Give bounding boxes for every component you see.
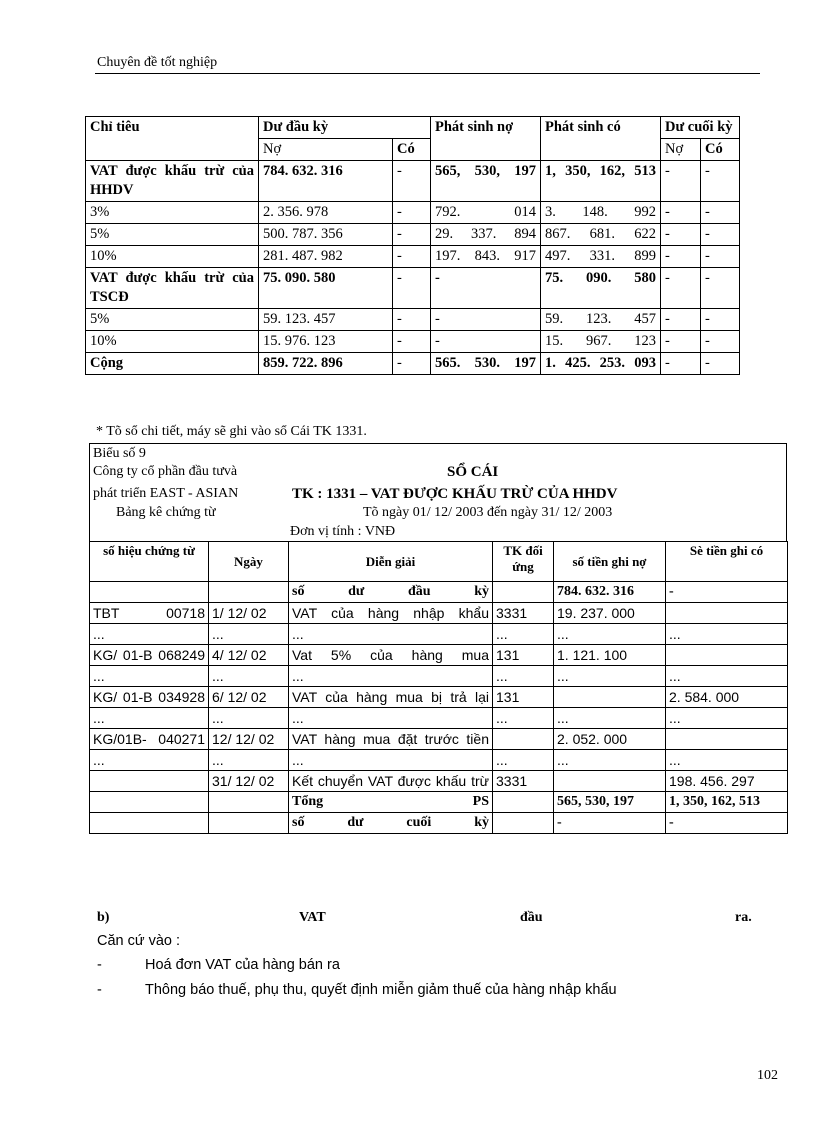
tk-doi-ung-cell: ... [493, 750, 554, 771]
ngay-cell: ... [209, 624, 289, 645]
header-so-tien-co: Sè tiền ghi có [666, 542, 788, 582]
section-b-dau: đầu [520, 910, 543, 925]
row-label: Cộng [86, 353, 259, 375]
phat-sinh-no: 565, 530, 197 [431, 161, 541, 202]
row-label: 3% [86, 202, 259, 224]
row-label: VAT được khấu trừ của HHDV [86, 161, 259, 202]
header-dien-giai: Diễn giải [289, 542, 493, 582]
dien-giai-cell: ... [289, 624, 493, 645]
so-tien-no-cell: 1. 121. 100 [554, 645, 666, 666]
so-tien-no-cell: ... [554, 708, 666, 729]
table-row [86, 331, 740, 353]
table-row [90, 666, 788, 687]
so-hieu-cell: ... [90, 708, 209, 729]
ngay-cell: 1/ 12/ 02 [209, 603, 289, 624]
dien-giai-cell: VAT của hàng mua bị trả lại [289, 687, 493, 708]
so-hieu-cell: ... [90, 666, 209, 687]
du-dau-no: 15. 976. 123 [259, 331, 393, 353]
so-tien-no-cell [554, 687, 666, 708]
so-tien-no-cell: ... [554, 624, 666, 645]
so-hieu-cell [90, 582, 209, 603]
table-row [90, 750, 788, 771]
du-dau-no: 859. 722. 896 [259, 353, 393, 375]
tk-doi-ung-cell: ... [493, 708, 554, 729]
so-hieu-cell [90, 813, 209, 834]
ledger-table [89, 541, 788, 834]
so-tien-no-cell: 784. 632. 316 [554, 582, 666, 603]
phat-sinh-co: 59. 123. 457 [541, 309, 661, 331]
du-dau-co: - [393, 309, 431, 331]
dien-giai-cell: ... [289, 750, 493, 771]
ngay-cell [209, 813, 289, 834]
tk-doi-ung-cell [493, 582, 554, 603]
du-dau-no: 75. 090. 580 [259, 268, 393, 309]
so-tien-no-cell [554, 771, 666, 792]
can-cu-text: Căn cứ vào : [97, 933, 181, 949]
so-hieu-cell [90, 771, 209, 792]
bullet-dash-1: - [97, 957, 102, 973]
header-ngay: Ngày [209, 542, 289, 582]
dien-giai-cell: VAT của hàng nhập khẩu [289, 603, 493, 624]
so-tien-co-cell: 198. 456. 297 [666, 771, 788, 792]
du-cuoi-no: - [661, 353, 701, 375]
header-title: Chuyên đề tốt nghiệp [97, 55, 218, 70]
tk-doi-ung-cell: ... [493, 624, 554, 645]
ngay-cell: ... [209, 666, 289, 687]
header-no: Nợ [259, 139, 393, 161]
so-tien-co-cell: - [666, 813, 788, 834]
row-label: 5% [86, 224, 259, 246]
so-tien-co-cell [666, 729, 788, 750]
table-row [86, 224, 740, 246]
du-cuoi-co: - [701, 161, 740, 202]
du-cuoi-co: - [701, 268, 740, 309]
du-cuoi-co: - [701, 246, 740, 268]
table-row [86, 268, 740, 309]
section-b-ra: ra. [735, 910, 752, 925]
form-number: Biểu số 9 [93, 446, 146, 461]
header-no-cuoi: Nợ [661, 139, 701, 161]
du-cuoi-no: - [661, 331, 701, 353]
so-hieu-cell [90, 792, 209, 813]
company-line-1: Công ty cổ phần đầu tưvà [93, 464, 238, 479]
phat-sinh-no: 792. 014 [431, 202, 541, 224]
row-label: 5% [86, 309, 259, 331]
header-du-cuoi-ky: Dư cuối kỳ [661, 117, 740, 139]
table-row [90, 771, 788, 792]
so-tien-no-cell: ... [554, 750, 666, 771]
header-phat-sinh-co: Phát sinh có [541, 117, 661, 161]
so-tien-no-cell: 2. 052. 000 [554, 729, 666, 750]
row-label: 10% [86, 331, 259, 353]
header-co-cuoi: Có [701, 139, 740, 161]
du-dau-no: 500. 787. 356 [259, 224, 393, 246]
ngay-cell: ... [209, 708, 289, 729]
du-cuoi-co: - [701, 353, 740, 375]
phat-sinh-no: - [431, 331, 541, 353]
table-row [86, 161, 740, 202]
table-row [90, 624, 788, 645]
vat-summary-table [85, 116, 740, 375]
du-dau-co: - [393, 224, 431, 246]
tk-doi-ung-cell [493, 792, 554, 813]
du-cuoi-no: - [661, 161, 701, 202]
row-label: 10% [86, 246, 259, 268]
ledger-account: TK : 1331 – VAT ĐƯỢC KHẤU TRỪ CỦA HHDV [292, 486, 618, 502]
ngay-cell: 12/ 12/ 02 [209, 729, 289, 750]
du-cuoi-co: - [701, 331, 740, 353]
header-so-tien-no: số tiền ghi nợ [554, 542, 666, 582]
so-hieu-cell: KG/01B- 040271 [90, 729, 209, 750]
so-tien-no-cell: - [554, 813, 666, 834]
so-tien-co-cell: ... [666, 750, 788, 771]
table-row [90, 645, 788, 666]
phat-sinh-co: 75. 090. 580 [541, 268, 661, 309]
list-item-1: Hoá đơn VAT của hàng bán ra [145, 957, 340, 973]
dien-giai-cell: số dư đầu kỳ [289, 582, 493, 603]
du-cuoi-no: - [661, 202, 701, 224]
phat-sinh-no: 565. 530. 197 [431, 353, 541, 375]
so-tien-co-cell [666, 645, 788, 666]
du-cuoi-co: - [701, 309, 740, 331]
tk-doi-ung-cell: ... [493, 666, 554, 687]
bullet-dash-2: - [97, 982, 102, 998]
table-row [86, 353, 740, 375]
phat-sinh-no: 197. 843. 917 [431, 246, 541, 268]
so-tien-no-cell: ... [554, 666, 666, 687]
dien-giai-cell: Vat 5% của hàng mua [289, 645, 493, 666]
du-cuoi-no: - [661, 224, 701, 246]
tk-doi-ung-cell [493, 813, 554, 834]
so-tien-co-cell [666, 603, 788, 624]
phat-sinh-co: 867. 681. 622 [541, 224, 661, 246]
tk-doi-ung-cell: 131 [493, 687, 554, 708]
phat-sinh-co: 1, 350, 162, 513 [541, 161, 661, 202]
table-row [90, 687, 788, 708]
table-row [86, 202, 740, 224]
ledger-period: Tõ ngày 01/ 12/ 2003 đến ngày 31/ 12/ 2003 [363, 505, 613, 520]
du-cuoi-co: - [701, 202, 740, 224]
so-tien-co-cell: ... [666, 624, 788, 645]
table-row [90, 708, 788, 729]
phat-sinh-no: - [431, 268, 541, 309]
phat-sinh-co: 497. 331. 899 [541, 246, 661, 268]
du-cuoi-no: - [661, 246, 701, 268]
so-tien-no-cell: 565, 530, 197 [554, 792, 666, 813]
tk-doi-ung-cell [493, 729, 554, 750]
du-dau-no: 281. 487. 982 [259, 246, 393, 268]
table-row [90, 813, 788, 834]
table-row [86, 246, 740, 268]
so-tien-co-cell: - [666, 582, 788, 603]
company-line-2: phát triển EAST - ASIAN [93, 486, 239, 501]
du-cuoi-co: - [701, 224, 740, 246]
table-row [90, 792, 788, 813]
section-b-vat: VAT [299, 910, 326, 925]
dien-giai-cell: số dư cuối kỳ [289, 813, 493, 834]
du-dau-co: - [393, 268, 431, 309]
header-chi-tieu: Chỉ tiêu [86, 117, 259, 161]
phat-sinh-co: 3. 148. 992 [541, 202, 661, 224]
page-number: 102 [757, 1068, 778, 1083]
du-cuoi-no: - [661, 268, 701, 309]
ngay-cell [209, 792, 289, 813]
so-tien-co-cell: 1, 350, 162, 513 [666, 792, 788, 813]
table-row [86, 309, 740, 331]
so-tien-co-cell: 2. 584. 000 [666, 687, 788, 708]
phat-sinh-no: 29. 337. 894 [431, 224, 541, 246]
ngay-cell: ... [209, 750, 289, 771]
ngay-cell: 4/ 12/ 02 [209, 645, 289, 666]
dien-giai-cell: VAT hàng mua đặt trước tiền [289, 729, 493, 750]
company-line-3: Bảng kê chứng từ [116, 505, 216, 520]
note-text: * Tõ sổ chi tiết, máy sẽ ghi vào sổ Cái TK 1331. [96, 424, 367, 439]
tk-doi-ung-cell: 3331 [493, 603, 554, 624]
header-rule [95, 73, 760, 74]
dien-giai-cell: Tổng PS [289, 792, 493, 813]
du-dau-co: - [393, 331, 431, 353]
du-dau-no: 784. 632. 316 [259, 161, 393, 202]
tk-doi-ung-cell: 3331 [493, 771, 554, 792]
header-tk-doi-ung: TK đối ứng [493, 542, 554, 582]
list-item-2: Thông báo thuế, phụ thu, quyết định miễn giảm thuế của hàng nhập khẩu [145, 982, 617, 998]
ngay-cell [209, 582, 289, 603]
so-hieu-cell: KG/ 01-B 068249 [90, 645, 209, 666]
ngay-cell: 31/ 12/ 02 [209, 771, 289, 792]
so-hieu-cell: ... [90, 624, 209, 645]
so-tien-co-cell: ... [666, 666, 788, 687]
du-dau-no: 2. 356. 978 [259, 202, 393, 224]
ledger-title: SỔ CÁI [447, 464, 499, 480]
dien-giai-cell: ... [289, 708, 493, 729]
table-row [90, 729, 788, 750]
so-tien-co-cell: ... [666, 708, 788, 729]
du-dau-co: - [393, 246, 431, 268]
header-du-dau-ky: Dư đầu kỳ [259, 117, 431, 139]
section-b-label: b) [97, 910, 110, 925]
so-tien-no-cell: 19. 237. 000 [554, 603, 666, 624]
header-phat-sinh-no: Phát sinh nợ [431, 117, 541, 161]
du-dau-co: - [393, 353, 431, 375]
ledger-unit: Đơn vị tính : VNĐ [290, 524, 396, 539]
so-hieu-cell: ... [90, 750, 209, 771]
so-hieu-cell: KG/ 01-B 034928 [90, 687, 209, 708]
table-row [90, 603, 788, 624]
table-row [90, 582, 788, 603]
dien-giai-cell: ... [289, 666, 493, 687]
header-co: Có [393, 139, 431, 161]
du-dau-co: - [393, 161, 431, 202]
phat-sinh-co: 1. 425. 253. 093 [541, 353, 661, 375]
dien-giai-cell: Kết chuyển VAT được khấu trừ [289, 771, 493, 792]
du-cuoi-no: - [661, 309, 701, 331]
phat-sinh-no: - [431, 309, 541, 331]
so-hieu-cell: TBT 00718 [90, 603, 209, 624]
phat-sinh-co: 15. 967. 123 [541, 331, 661, 353]
du-dau-co: - [393, 202, 431, 224]
header-so-hieu: số hiệu chứng từ [90, 542, 209, 582]
ngay-cell: 6/ 12/ 02 [209, 687, 289, 708]
row-label: VAT được khấu trừ của TSCĐ [86, 268, 259, 309]
du-dau-no: 59. 123. 457 [259, 309, 393, 331]
tk-doi-ung-cell: 131 [493, 645, 554, 666]
